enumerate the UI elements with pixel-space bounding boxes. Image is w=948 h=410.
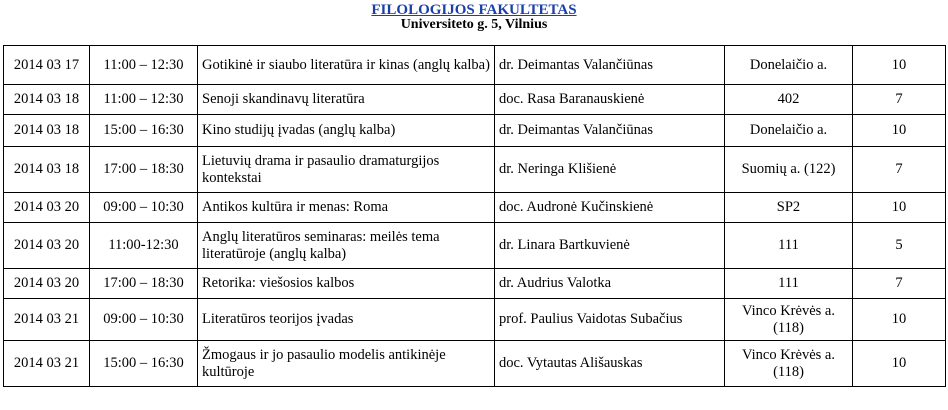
time-cell: 15:00 – 16:30	[90, 115, 198, 147]
course-cell: Anglų literatūros seminaras: meilės tema literatūroje (anglų kalba)	[198, 223, 495, 269]
students-cell: 10	[853, 299, 946, 341]
date-cell: 2014 03 21	[4, 341, 90, 387]
course-cell: Antikos kultūra ir menas: Roma	[198, 193, 495, 223]
time-cell: 17:00 – 18:30	[90, 269, 198, 299]
date-cell: 2014 03 20	[4, 193, 90, 223]
lecturer-cell: doc. Rasa Baranauskienė	[495, 85, 725, 115]
course-cell: Gotikinė ir siaubo literatūra ir kinas (anglų kalba)	[198, 46, 495, 85]
lecturer-cell: dr. Deimantas Valančiūnas	[495, 46, 725, 85]
date-cell: 2014 03 17	[4, 46, 90, 85]
course-cell: Lietuvių drama ir pasaulio dramaturgijos kontekstai	[198, 147, 495, 193]
students-cell: 10	[853, 115, 946, 147]
date-cell: 2014 03 18	[4, 85, 90, 115]
students-cell: 10	[853, 46, 946, 85]
table-row	[4, 299, 946, 341]
course-cell: Kino studijų įvadas (anglų kalba)	[198, 115, 495, 147]
table-row	[4, 115, 946, 147]
time-cell: 11:00-12:30	[90, 223, 198, 269]
room-cell: SP2	[725, 193, 853, 223]
room-cell: Suomių a. (122)	[725, 147, 853, 193]
schedule-table	[3, 45, 946, 387]
date-cell: 2014 03 18	[4, 115, 90, 147]
date-cell: 2014 03 20	[4, 269, 90, 299]
lecturer-cell: prof. Paulius Vaidotas Subačius	[495, 299, 725, 341]
students-cell: 7	[853, 147, 946, 193]
lecturer-cell: doc. Vytautas Ališauskas	[495, 341, 725, 387]
course-cell: Retorika: viešosios kalbos	[198, 269, 495, 299]
students-cell: 7	[853, 85, 946, 115]
students-cell: 10	[853, 193, 946, 223]
table-row	[4, 269, 946, 299]
table-row	[4, 193, 946, 223]
faculty-title[interactable]: FILOLOGIJOS FAKULTETAS	[371, 2, 577, 18]
course-cell: Literatūros teorijos įvadas	[198, 299, 495, 341]
course-cell: Senoji skandinavų literatūra	[198, 85, 495, 115]
table-row	[4, 46, 946, 85]
table-row	[4, 223, 946, 269]
lecturer-cell: dr. Audrius Valotka	[495, 269, 725, 299]
room-cell: 402	[725, 85, 853, 115]
date-cell: 2014 03 20	[4, 223, 90, 269]
table-row	[4, 85, 946, 115]
lecturer-cell: dr. Neringa Klišienė	[495, 147, 725, 193]
lecturer-cell: dr. Deimantas Valančiūnas	[495, 115, 725, 147]
lecturer-cell: dr. Linara Bartkuvienė	[495, 223, 725, 269]
students-cell: 10	[853, 341, 946, 387]
students-cell: 5	[853, 223, 946, 269]
lecturer-cell: doc. Audronė Kučinskienė	[495, 193, 725, 223]
students-cell: 7	[853, 269, 946, 299]
time-cell: 17:00 – 18:30	[90, 147, 198, 193]
date-cell: 2014 03 18	[4, 147, 90, 193]
time-cell: 15:00 – 16:30	[90, 341, 198, 387]
room-cell: Vinco Krėvės a. (118)	[725, 341, 853, 387]
course-cell: Žmogaus ir jo pasaulio modelis antikinėje kultūroje	[198, 341, 495, 387]
date-cell: 2014 03 21	[4, 299, 90, 341]
room-cell: Donelaičio a.	[725, 115, 853, 147]
table-row	[4, 341, 946, 387]
faculty-address: Universiteto g. 5, Vilnius	[400, 17, 548, 32]
time-cell: 11:00 – 12:30	[90, 46, 198, 85]
table-row	[4, 147, 946, 193]
time-cell: 11:00 – 12:30	[90, 85, 198, 115]
room-cell: 111	[725, 223, 853, 269]
time-cell: 09:00 – 10:30	[90, 193, 198, 223]
room-cell: Vinco Krėvės a. (118)	[725, 299, 853, 341]
room-cell: 111	[725, 269, 853, 299]
room-cell: Donelaičio a.	[725, 46, 853, 85]
time-cell: 09:00 – 10:30	[90, 299, 198, 341]
